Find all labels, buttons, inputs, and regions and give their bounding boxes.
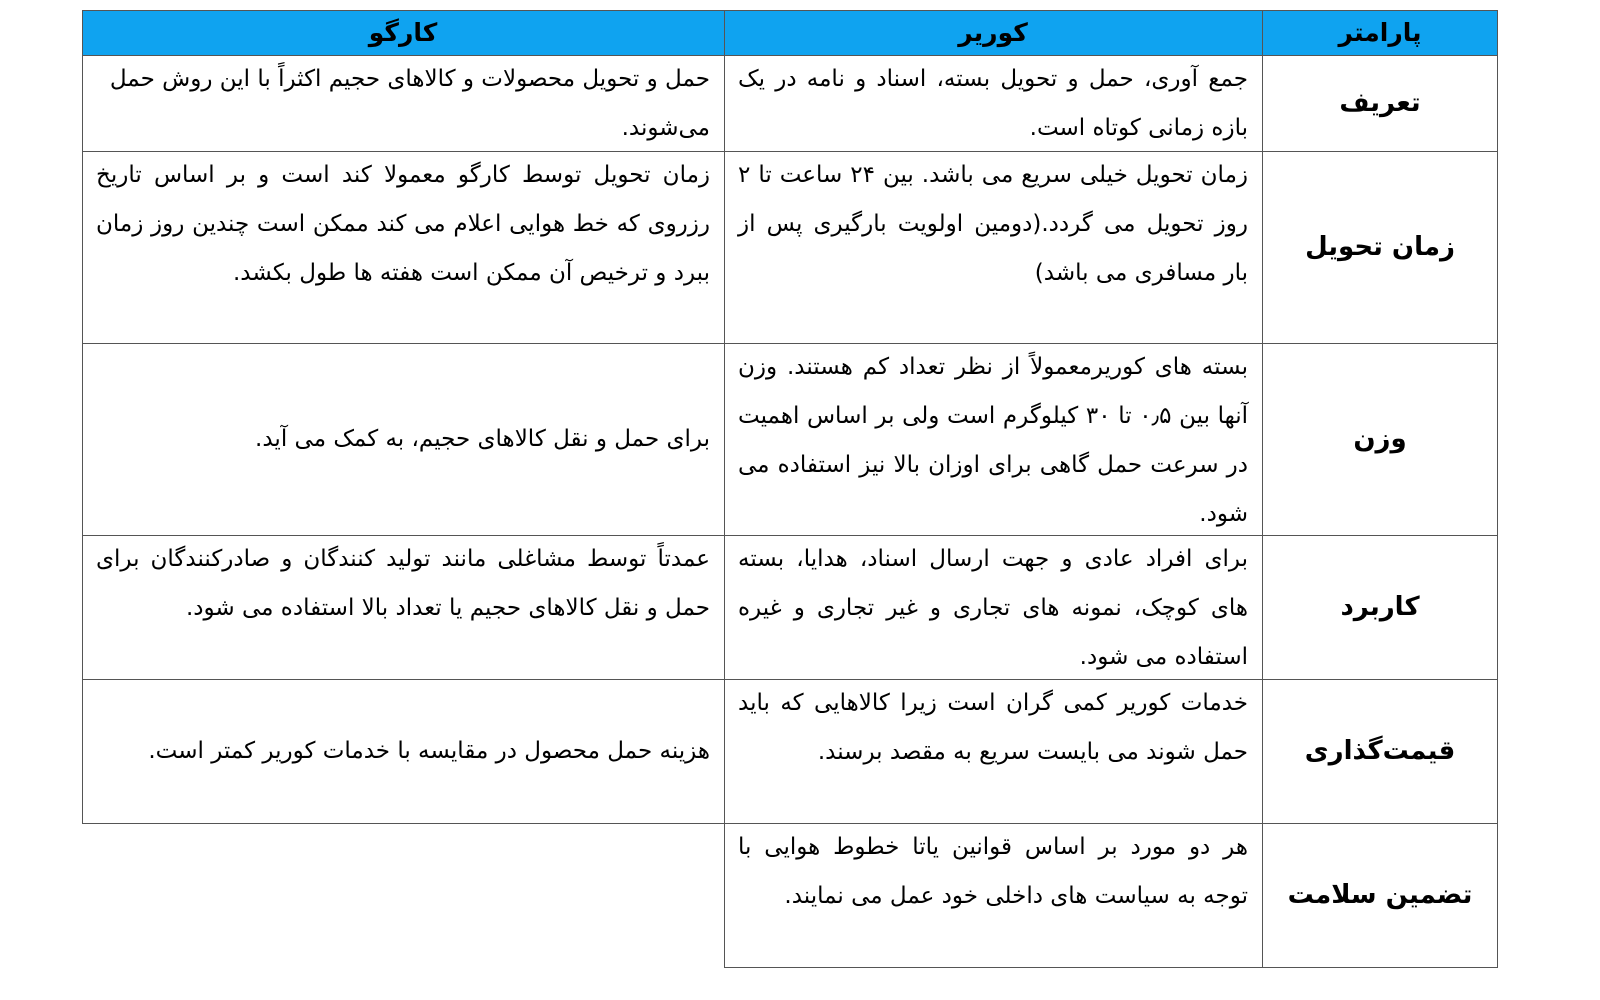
grid-line: [1262, 10, 1263, 968]
row-parameter-weight: وزن: [1353, 424, 1407, 454]
grid-line: [724, 10, 725, 968]
row-parameter-safety: تضمین سلامت: [1287, 880, 1473, 910]
row-courier-pricing: خدمات کوریر کمی گران است زیرا کالاهایی که باید حمل شوند می بایست سریع به مقصد برسند.: [738, 690, 1248, 765]
row-cargo-definition: حمل و تحویل محصولات و کالاهای حجیم اکثراً با این روش حمل می‌شوند.: [109, 66, 710, 141]
grid-line: [82, 343, 1498, 344]
row-parameter-delivery-time: زمان تحویل: [1305, 232, 1455, 262]
row-courier-usage: برای افراد عادی و جهت ارسال اسناد، هدایا، بسته های کوچک، نمونه های تجاری و غیر تجاری و غیره استفاده می شود.: [738, 546, 1248, 670]
grid-line: [82, 823, 1498, 824]
row-parameter-definition: تعریف: [1339, 88, 1421, 118]
grid-line: [82, 535, 1498, 536]
grid-line: [82, 10, 83, 824]
row-cargo-pricing: هزینه حمل محصول در مقایسه با خدمات کوریر کمتر است.: [148, 737, 710, 764]
row-courier-definition: جمع آوری، حمل و تحویل بسته، اسناد و نامه در یک بازه زمانی کوتاه است.: [738, 66, 1248, 141]
grid-line: [1497, 10, 1498, 968]
row-courier-delivery-time: زمان تحویل خیلی سریع می باشد. بین ۲۴ ساعت تا ۲ روز تحویل می گردد.(دومین اولویت بارگیری پس از بار مسافری می باشد): [738, 162, 1248, 286]
row-courier-weight: بسته های کوریرمعمولاً از نظر تعداد کم هستند. وزن آنها بین ۰٫۵ تا ۳۰ کیلوگرم است ولی بر اساس اهمیت در سرعت حمل گاهی برای اوزان بالا نیز استفاده می شود.: [738, 354, 1249, 527]
grid-line: [724, 967, 1498, 968]
grid-line: [82, 679, 1498, 680]
row-cargo-usage: عمدتاً توسط مشاغلی مانند تولید کنندگان و صادرکنندگان برای حمل و نقل کالاهای حجیم یا تعداد بالا استفاده می شود.: [96, 546, 710, 621]
header-cargo: کارگو: [82, 10, 724, 55]
header-parameter: پارامتر: [1262, 10, 1498, 55]
header-courier: کوریر: [724, 10, 1262, 55]
grid-line: [82, 55, 1498, 56]
row-cargo-delivery-time: زمان تحویل توسط کارگو معمولا کند است و بر اساس تاریخ رزروی که خط هوایی اعلام می کند ممکن است چندین روز زمان ببرد و ترخیص آن ممکن است هفته ها طول بکشد.: [96, 162, 710, 286]
row-parameter-pricing: قیمت‌گذاری: [1304, 736, 1456, 766]
row-cargo-weight: برای حمل و نقل کالاهای حجیم، به کمک می آید.: [255, 425, 710, 452]
row-courier-safety: هر دو مورد بر اساس قوانین یاتا خطوط هوایی با توجه به سیاست های داخلی خود عمل می نمایند.: [738, 834, 1248, 909]
row-parameter-usage: کاربرد: [1340, 592, 1420, 622]
grid-line: [82, 151, 1498, 152]
comparison-table: [82, 10, 1498, 994]
grid-line: [82, 10, 1498, 11]
